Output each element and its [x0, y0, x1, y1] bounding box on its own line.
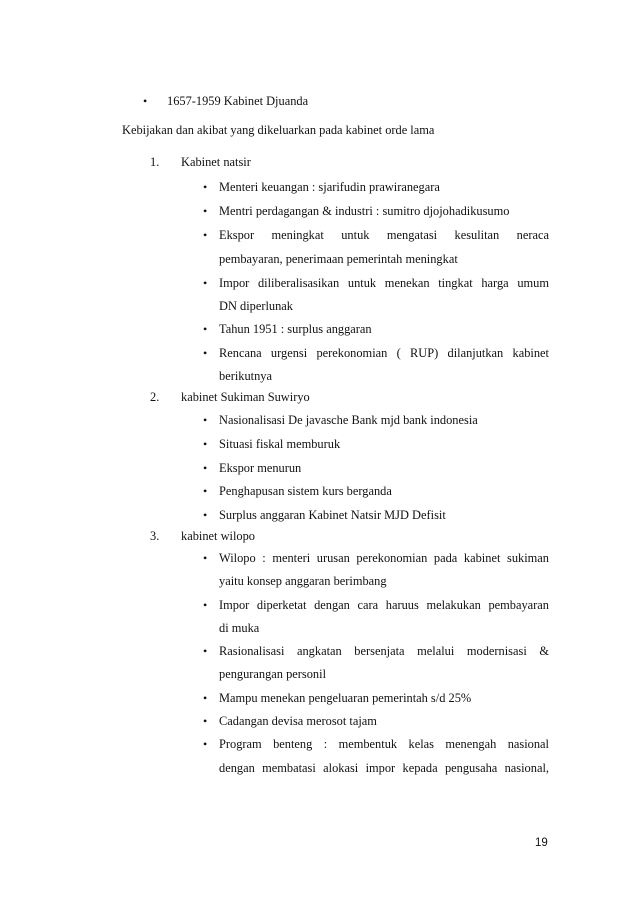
bullet-icon: •: [203, 461, 208, 475]
list-item: Rencana urgensi perekonomian ( RUP) dilanjutkan kabinet: [219, 346, 549, 360]
bullet-icon: •: [203, 346, 208, 360]
bullet-icon: •: [203, 737, 208, 751]
section-number: 1.: [150, 155, 160, 169]
list-item: Rasionalisasi angkatan bersenjata melalui modernisasi &: [219, 644, 549, 658]
list-item: Ekspor meningkat untuk mengatasi kesulitan neraca: [219, 228, 549, 242]
bullet-icon: •: [203, 484, 208, 498]
list-item: Tahun 1951 : surplus anggaran: [219, 322, 372, 336]
list-item-continuation: berikutnya: [219, 369, 272, 383]
bullet-icon: •: [203, 204, 208, 218]
list-item-continuation: pengurangan personil: [219, 667, 327, 681]
bullet-icon: •: [203, 180, 208, 194]
list-item: Menteri keuangan : sjarifudin prawiranegara: [219, 180, 440, 194]
page-number: 19: [535, 837, 548, 849]
bullet-icon: •: [203, 437, 208, 451]
list-item-continuation: yaitu konsep anggaran berimbang: [219, 574, 387, 588]
list-item-continuation: pembayaran, penerimaan pemerintah meningkat: [219, 252, 458, 266]
bullet-icon: •: [143, 94, 148, 108]
section-number: 3.: [150, 529, 160, 543]
list-item: Cadangan devisa merosot tajam: [219, 714, 377, 728]
list-item: Program benteng : membentuk kelas menengah nasional: [219, 737, 549, 751]
section-title: kabinet wilopo: [181, 529, 255, 543]
section-number: 2.: [150, 390, 160, 404]
intro-paragraph: Kebijakan dan akibat yang dikeluarkan pada kabinet orde lama: [122, 123, 435, 137]
bullet-icon: •: [203, 691, 208, 705]
list-item: Impor diliberalisasikan untuk menekan tingkat harga umum: [219, 276, 549, 290]
bullet-icon: •: [203, 598, 208, 612]
bullet-icon: •: [203, 551, 208, 565]
section-title: kabinet Sukiman Suwiryo: [181, 390, 310, 404]
list-item: Surplus anggaran Kabinet Natsir MJD Defisit: [219, 508, 446, 522]
list-item: Mentri perdagangan & industri : sumitro djojohadikusumo: [219, 204, 510, 218]
list-item: Mampu menekan pengeluaran pemerintah s/d 25%: [219, 691, 472, 705]
list-item: Penghapusan sistem kurs berganda: [219, 484, 392, 498]
bullet-icon: •: [203, 276, 208, 290]
list-item-continuation: di muka: [219, 621, 260, 635]
list-item-continuation: dengan membatasi alokasi impor kepada pengusaha nasional,: [219, 761, 549, 775]
bullet-icon: •: [203, 644, 208, 658]
bullet-icon: •: [203, 228, 208, 242]
section-title: Kabinet natsir: [181, 155, 251, 169]
list-item: Ekspor menurun: [219, 461, 302, 475]
list-item: Nasionalisasi De javasche Bank mjd bank indonesia: [219, 413, 478, 427]
cabinet-heading: 1657-1959 Kabinet Djuanda: [167, 94, 309, 108]
list-item-continuation: DN diperlunak: [219, 299, 293, 313]
bullet-icon: •: [203, 413, 208, 427]
bullet-icon: •: [203, 322, 208, 336]
bullet-icon: •: [203, 714, 208, 728]
list-item: Situasi fiskal memburuk: [219, 437, 341, 451]
bullet-icon: •: [203, 508, 208, 522]
list-item: Impor diperketat dengan cara haruus melakukan pembayaran: [219, 598, 549, 612]
list-item: Wilopo : menteri urusan perekonomian pada kabinet sukiman: [219, 551, 549, 565]
